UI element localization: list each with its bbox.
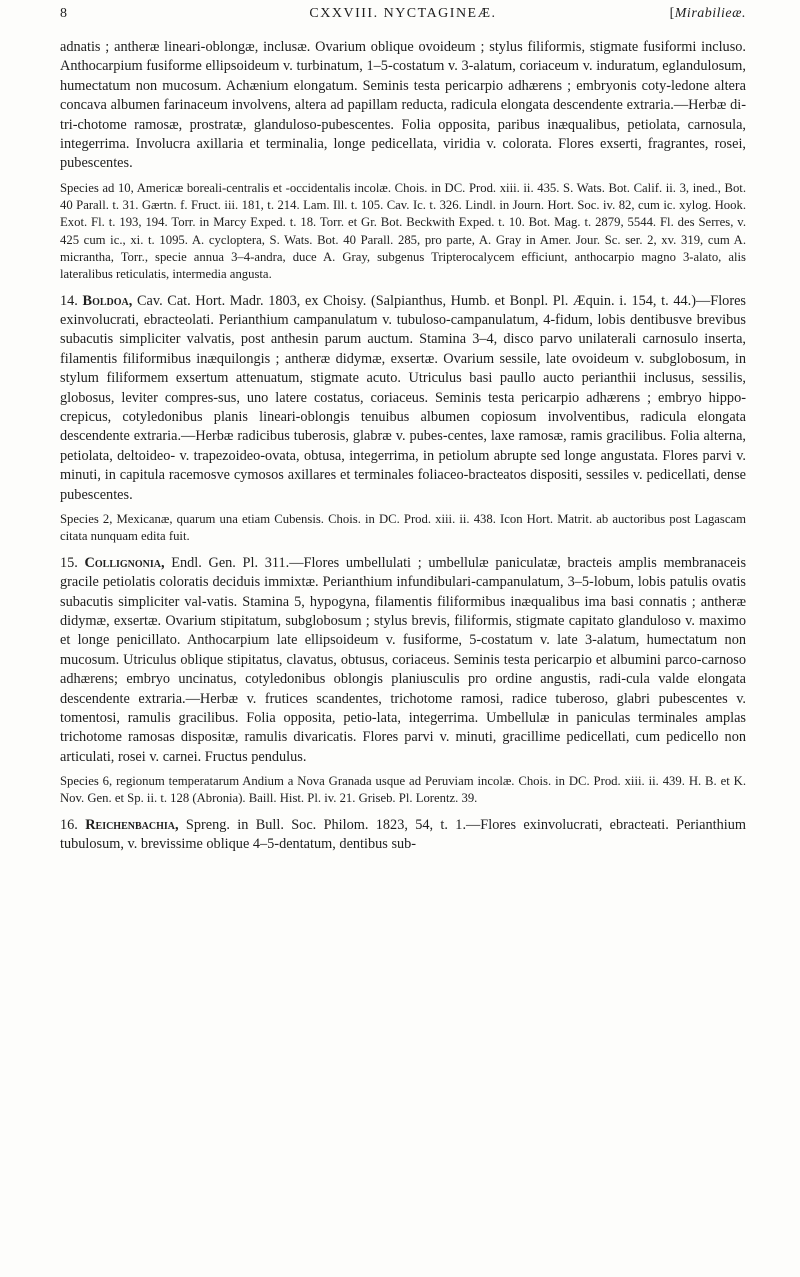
page-number: 8 xyxy=(60,6,68,21)
paragraph-collignonia-species: Species 6, regionum temperatarum Andium a Nova Granada usque ad Peruviam incolæ. Chois. in DC. Prod. xiii. ii. 439. H. B. et K. Nov. Gen. et Sp. ii. t. 128 (Abronia). Baill. Hist. Pl. iv. 21. Griseb. Pl. Lorentz. 39. xyxy=(60,774,746,806)
paragraph-collignonia xyxy=(60,554,746,767)
paragraph-reichenbachia xyxy=(60,816,746,855)
genus-name: Boldoa, xyxy=(82,292,133,309)
tribe-bracket: [ xyxy=(669,6,675,21)
genus-number: 15. xyxy=(60,554,78,571)
genus-description: Cav. Cat. Hort. Madr. 1803, ex Choisy. (Salpianthus, Humb. et Bonpl. Pl. Æquin. i. 154, t. 44.)—Flores exinvolucrati, ebracteolati. Perianthium campanulatum v. tubuloso-campanulatum, 4-fidum, lobis dentibusve brevibus subacutis simpliciter valvatis, post anthesin parum auctum. Stamina 3–4, disco parvo unilaterali carnosulo inserta, filamentis filiformibus inæquilongis ; antheræ didymæ, exsertæ. Ovarium sessile, late ovoideum v. subglobosum, in stylum filiformem exsertum attenuatum, stigmate acuto. Utriculus basi paullo aucto perianthii inclusus, sessilis, globosus, leviter compres-sus, uno latere costatus, coriaceus. Seminis testa pericarpio adhærens ; embryo hippo-crepicus, cotyledonibus planis lineari-oblongis tenuibus albumen copiosum involventibus, radicula elongata descendente extraria.—Herbæ radicibus tuberosis, glabræ v. pubes-centes, laxe ramosæ, ramis gracilibus. Folia alterna, petiolata, deltoideo- v. trapezoideo-ovata, obtusa, integerrima, in petiolum abrupte sed longe angustata. Flores parvi v. minuti, in capitula racemosve cymosos axillares et terminales foliaceo-bracteatos dispositi, sessiles v. pedicellati, dense pubescentes. xyxy=(60,292,746,503)
genus-description: Endl. Gen. Pl. 311.—Flores umbellulati ; umbellulæ paniculatæ, bracteis amplis membranaceis gracile petiolatis coloratis deciduis immixtæ. Perianthium infundibulari-campanulatum, 3–5-lobum, lobis patulis ovatis subacutis simpliciter val-vatis. Stamina 5, hypogyna, filamentis filiformibus inæqualibus ima basi connatis ; antheræ didymæ, exsertæ. Ovarium stipitatum, subglobosum ; stylus brevis, filiformis, stigmate capitato glanduloso v. maximo et longe penicillato. Anthocarpium late ellipsoideum v. fusiforme, 5-costatum v. late 3-alatum, humectatum non mucosum. Utriculus oblique stipitatus, clavatus, obtusus, coriaceus. Seminis testa pericarpio et albumini parco-carnoso adhærens; embryo uncinatus, cotyledonibus oblongis planiusculis pro ordine angustis, radi-cula valde elongata descendente extraria.—Herbæ v. frutices scandentes, trichotome ramosi, radice tuberoso, glabri pubescentes v. tomentosi, ramulis gracilibus. Folia opposita, petio-lata, integerrima. Umbellulæ in paniculas terminales amplas trichotome ramosas dispositæ, ramulis divaricatis. Flores parvi v. minuti, gracillime pedicellati, cum pedicello non articulati, rosei v. carnei. Fructus pendulus. xyxy=(60,554,747,765)
paragraph-abronia-species: Species ad 10, Americæ boreali-centralis et -occidentalis incolæ. Chois. in DC. Prod. xiii. ii. 435. S. Wats. Bot. Calif. ii. 3, ined., Bot. 40 Parall. t. 31. Gærtn. f. Fruct. iii. 181, t. 214. Lam. Ill. t. 105. Cav. Ic. t. 326. Lindl. in Journ. Hort. Soc. iv. 82, cum ic. xylog. Hook. Exot. Fl. t. 193, 194. Torr. in Marcy Exped. t. 18. Torr. et Gr. Bot. Beckwith Exped. t. 10. Bot. Mag. t. 2879, 5544. Fl. des Serres, v. 425 cum ic., xi. t. 1095. A. cycloptera, S. Wats. Bot. 40 Parall. 285, pro parte, A. Gray in Amer. Jour. Sc. ser. 2, xv. 319, cum A. micrantha, Torr., specie annua 3–4-andra, duce A. Gray, subgenus Tripterocalycem efficiunt, anthocarpio magno 3-alato, alis lateralibus reticulatis, intermedia angusta. xyxy=(60,180,746,282)
genus-number: 16. xyxy=(60,816,78,833)
paragraph-boldoa xyxy=(60,292,746,505)
tribe-heading xyxy=(670,6,746,22)
order-heading: CXXVIII. NYCTAGINEÆ. xyxy=(309,6,497,21)
paragraph-abronia-desc: adnatis ; antheræ lineari-oblongæ, inclusæ. Ovarium oblique ovoideum ; stylus filiformis, stigmate fusiformi incluso. Anthocarpium fusiforme ellipsoideum v. turbinatum, 1–5-costatum v. 3-alatum, coriaceum v. induratum, eglandulosum, humectatum non mucosum. Achænium elongatum. Seminis testa pericarpio adhærens ; embryonis coty-ledone altera concava albumen farinaceum involvens, altera ad papillam reducta, radicula elongata descendente extraria.—Herbæ di-tri-chotome ramosæ, prostratæ, glanduloso-pubescentes. Folia opposita, paribus inæqualibus, petiolata, carnosula, integerrima. Involucra axillaria et terminalia, longe pedicellata, viridia v. colorata. Flores exserti, fragrantes, rosei, pubescentes. xyxy=(60,39,746,172)
genus-description: Spreng. in Bull. Soc. Philom. 1823, 54, t. 1.—Flores exinvolucrati, ebracteati. Perianthium tubulosum, v. brevissime oblique 4–5-dentatum, dentibus sub- xyxy=(60,816,747,853)
paragraph-boldoa-species: Species 2, Mexicanæ, quarum una etiam Cubensis. Chois. in DC. Prod. xiii. ii. 438. Icon Hort. Matrit. ab auctoribus post Lagascam citata nunquam edita fuit. xyxy=(60,512,746,544)
tribe-name: Mirabilieæ. xyxy=(674,6,746,21)
page xyxy=(0,6,800,1277)
body-text xyxy=(60,38,746,855)
genus-name: Collignonia, xyxy=(84,554,165,571)
running-head xyxy=(60,6,746,26)
genus-name: Reichenbachia, xyxy=(85,816,179,833)
genus-number: 14. xyxy=(60,292,78,309)
